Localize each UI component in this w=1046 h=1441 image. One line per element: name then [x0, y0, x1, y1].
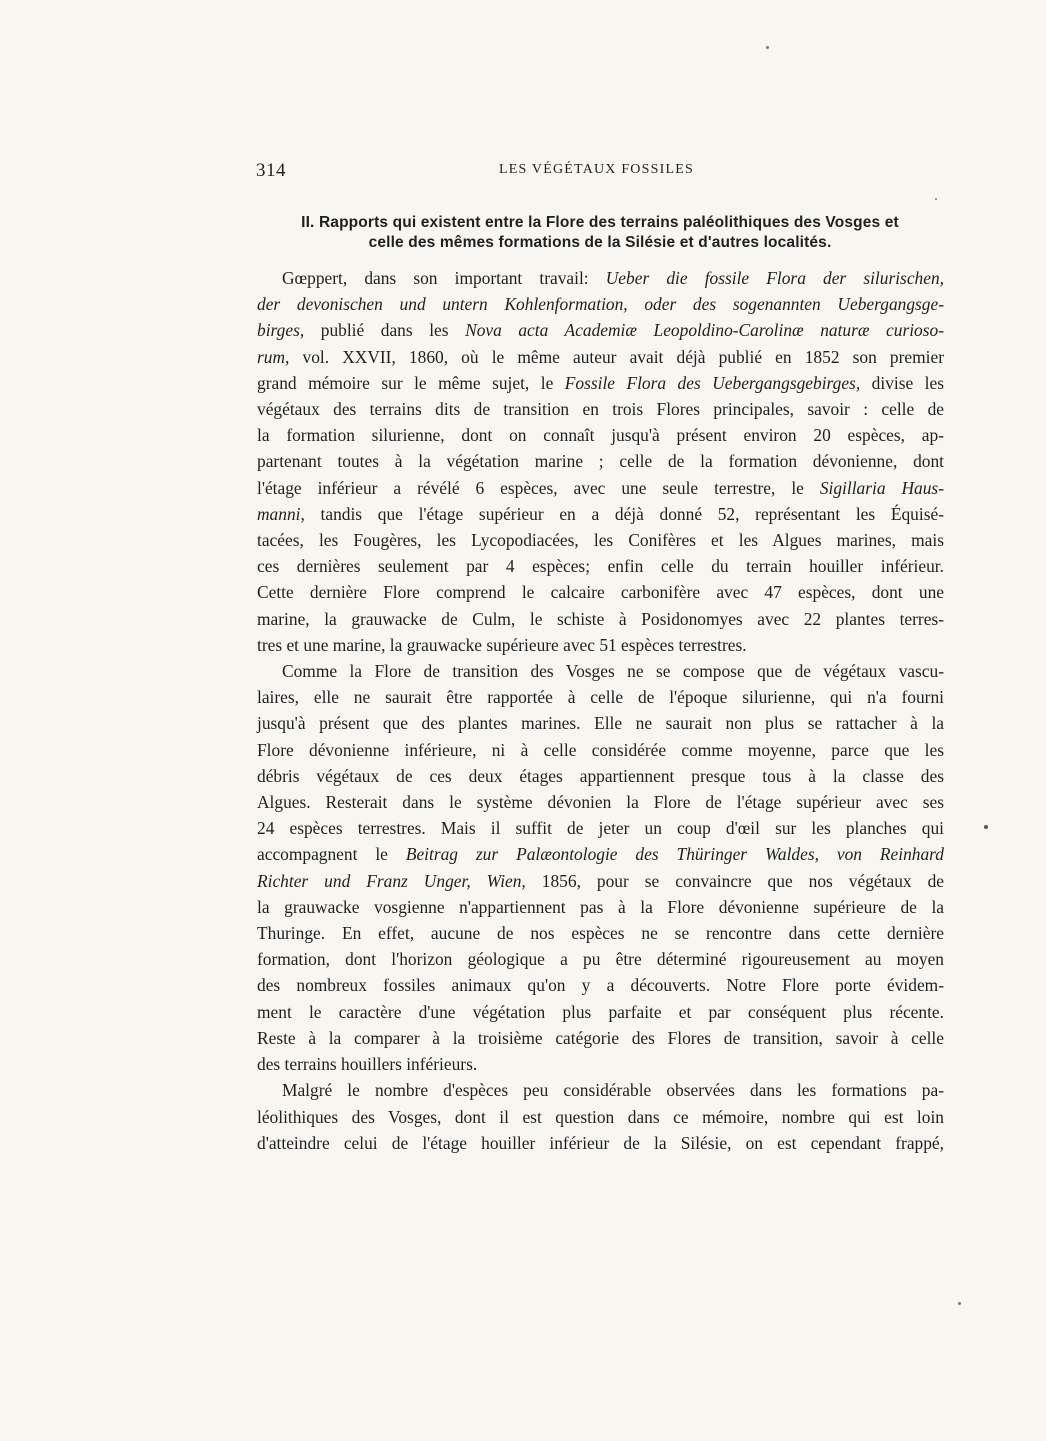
text-line [257, 606, 944, 632]
text-segment: accompagnent le [257, 844, 406, 865]
text-segment: la formation silurienne, dont on connaît jusqu'à présent environ 20 espèces, ap- [257, 425, 944, 446]
text-line [257, 527, 944, 553]
page-number: 314 [256, 160, 286, 181]
running-title: LES VÉGÉTAUX FOSSILES [499, 162, 694, 177]
text-segment: partenant toutes à la végétation marine ; celle de la formation dévonienne, dont [257, 451, 944, 472]
text-line [257, 710, 944, 736]
italic-title-text: birges, [257, 320, 305, 341]
text-segment: Cette dernière Flore comprend le calcaire carbonifère avec 47 espèces, dont une [257, 582, 944, 603]
text-segment: léolithiques des Vosges, dont il est question dans ce mémoire, nombre qui est loin [257, 1106, 944, 1127]
italic-title-text: Fossile Flora des Uebergangsgebirges, [564, 372, 861, 393]
text-line [257, 1025, 944, 1051]
text-segment: publié dans les [304, 320, 466, 341]
text-segment: des nombreux fossiles animaux qu'on y a découverts. Notre Flore porte évidem- [257, 975, 944, 996]
text-line [257, 868, 944, 894]
italic-title-text: manni, [257, 503, 305, 524]
text-segment: tacées, les Fougères, les Lycopodiacées, les Conifères et les Algues marines, mais [257, 530, 944, 551]
text-line [257, 815, 944, 841]
text-line [257, 684, 944, 710]
text-segment: débris végétaux de ces deux étages appartiennent presque tous à la classe des [257, 765, 944, 786]
text-segment: Thuringe. En effet, aucune de nos espèces ne se rencontre dans cette dernière [257, 923, 944, 944]
text-segment: formation, dont l'horizon géologique a pu être déterminé rigoureusement au moyen [257, 949, 944, 970]
text-line [257, 1077, 944, 1103]
paper-speck [984, 825, 988, 829]
body-text [257, 265, 944, 1156]
text-line [257, 396, 944, 422]
text-line [257, 291, 944, 317]
text-line [257, 579, 944, 605]
paper-speck [935, 198, 937, 200]
text-segment: Malgré le nombre d'espèces peu considérable observées dans les formations pa- [282, 1080, 944, 1101]
text-segment: d'atteindre celui de l'étage houiller inférieur de la Silésie, on est cependant frappé, [257, 1132, 944, 1153]
text-line [257, 841, 944, 867]
text-segment: des terrains houillers inférieurs. [257, 1054, 478, 1075]
text-line [257, 737, 944, 763]
text-line [257, 789, 944, 815]
text-line [257, 946, 944, 972]
text-segment: Algues. Resterait dans le système dévonien la Flore de l'étage supérieur avec ses [257, 792, 944, 813]
text-line [257, 920, 944, 946]
text-line [257, 553, 944, 579]
paper-speck [958, 1302, 961, 1305]
italic-title-text: Sigillaria Haus- [819, 477, 944, 498]
italic-title-text: Ueber die fossile Flora der silurischen, [605, 268, 945, 288]
text-segment: jusqu'à présent que des plantes marines. Elle ne saurait non plus se rattacher à la [257, 713, 944, 734]
text-segment: la grauwacke vosgienne n'appartiennent pas à la Flore dévonienne supérieure de la [257, 896, 944, 917]
text-line [257, 422, 944, 448]
text-line [257, 999, 944, 1025]
text-segment: végétaux des terrains dits de transition en trois Flores principales, savoir : celle de [257, 399, 944, 420]
text-line [257, 1051, 944, 1077]
text-segment: ces dernières seulement par 4 espèces; enfin celle du terrain houiller inférieur. [257, 556, 944, 577]
text-segment: 24 espèces terrestres. Mais il suffit de jeter un coup d'œil sur les planches qui [257, 818, 944, 839]
text-line [257, 658, 944, 684]
text-segment: Flore dévonienne inférieure, ni à celle considérée comme moyenne, parce que les [257, 739, 944, 760]
italic-title-text: Richter und Franz Unger, Wien, [257, 870, 526, 891]
text-segment: marine, la grauwacke de Culm, le schiste à Posidonomyes avec 22 plantes terres- [257, 608, 944, 629]
section-heading-line-2: celle des mêmes formations de la Silésie et d'autres localités. [368, 234, 832, 251]
text-line [257, 317, 944, 343]
paragraph [257, 1077, 944, 1156]
italic-title-text: Nova acta Academiæ Leopoldino-Carolinæ naturæ curioso- [465, 320, 944, 341]
italic-title-text: rum, [257, 346, 290, 367]
section-heading [256, 213, 944, 253]
paragraph [257, 658, 944, 1077]
text-line [257, 265, 944, 291]
text-segment: grand mémoire sur le même sujet, le [257, 372, 565, 393]
text-segment: vol. XXVII, 1860, où le même auteur avait déjà publié en 1852 son premier [289, 346, 944, 367]
text-line [257, 448, 944, 474]
paper-speck [766, 46, 769, 49]
text-line [257, 501, 944, 527]
text-segment: Reste à la comparer à la troisième catégorie des Flores de transition, savoir à celle [257, 1027, 944, 1048]
running-header [256, 160, 944, 182]
italic-title-text: Beitrag zur Palæontologie des Thüringer Waldes, von Reinhard [405, 844, 944, 865]
text-line [257, 1130, 944, 1156]
text-line [257, 475, 944, 501]
text-line [257, 1104, 944, 1130]
text-line [257, 894, 944, 920]
paragraph [257, 265, 944, 658]
text-line [257, 763, 944, 789]
text-line [257, 344, 944, 370]
text-segment: l'étage inférieur a révélé 6 espèces, avec une seule terrestre, le [257, 477, 820, 498]
text-line [257, 632, 944, 658]
italic-title-text: der devonischen und untern Kohlenformation, oder des sogenannten Uebergangsge- [257, 294, 944, 315]
section-heading-line-1: II. Rapports qui existent entre la Flore des terrains paléolithiques des Vosges et [301, 214, 899, 231]
text-segment: Comme la Flore de transition des Vosges ne se compose que de végétaux vascu- [282, 661, 944, 682]
text-line [257, 370, 944, 396]
text-segment: 1856, pour se convaincre que nos végétaux de [525, 870, 944, 891]
text-segment: tres et une marine, la grauwacke supérieure avec 51 espèces terrestres. [257, 634, 747, 655]
text-line [257, 972, 944, 998]
text-segment: Gœppert, dans son important travail: [282, 268, 606, 288]
text-segment: ment le caractère d'une végétation plus parfaite et par conséquent plus récente. [257, 1001, 944, 1022]
text-segment: divise les [860, 372, 944, 393]
text-segment: tandis que l'étage supérieur en a déjà donné 52, représentant les Équisé- [304, 503, 944, 524]
text-segment: laires, elle ne saurait être rapportée à celle de l'époque silurienne, qui n'a fourni [257, 687, 944, 708]
